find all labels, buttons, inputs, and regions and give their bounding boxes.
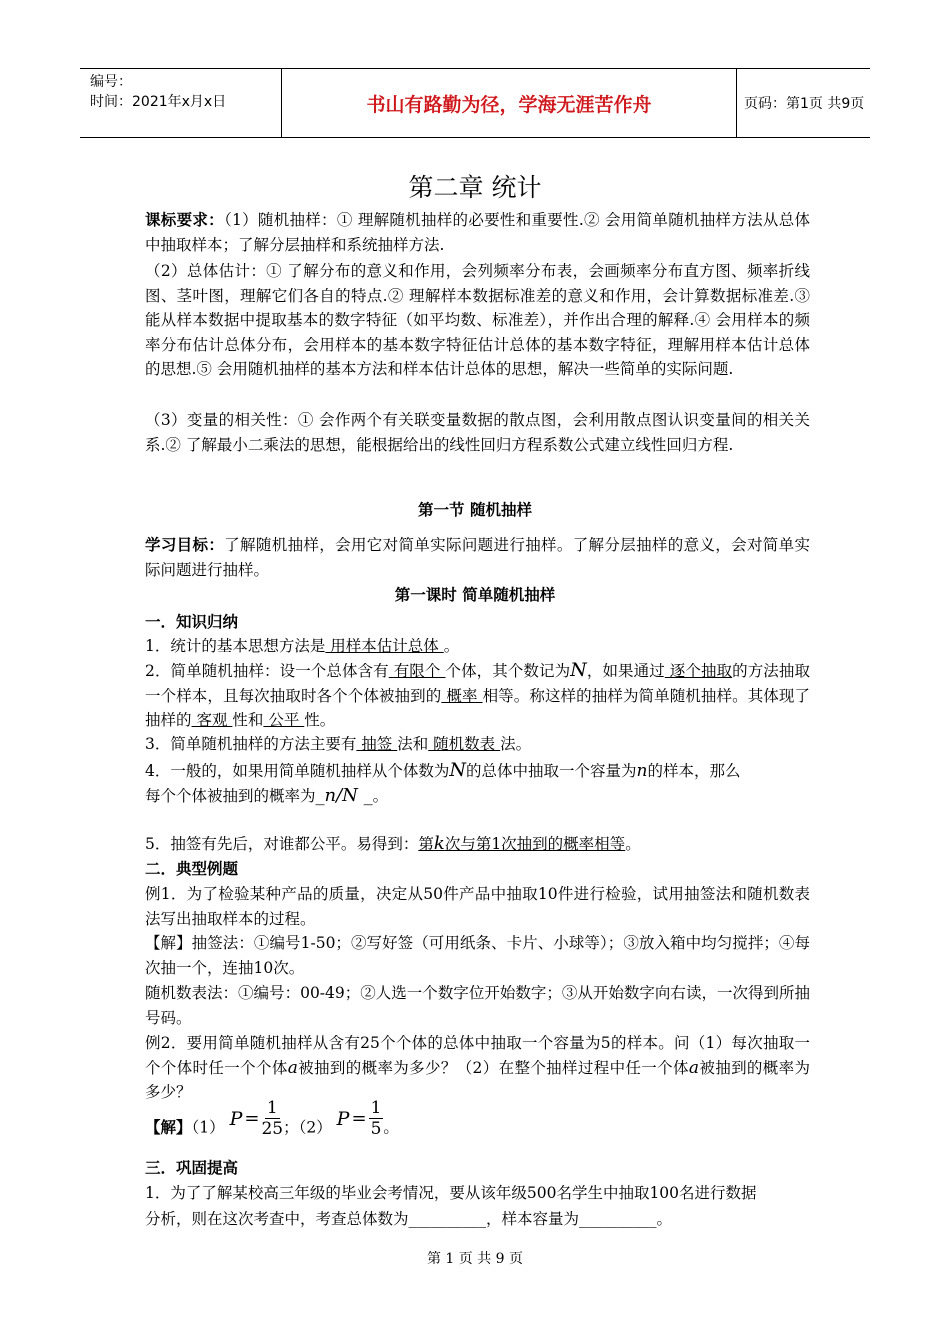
objective-label: 学习目标： (145, 536, 225, 554)
answer: 用样本估计总体 (325, 637, 444, 655)
variable-k: k (433, 833, 445, 854)
formula-answer-2: P = $\frac{1}{5}$ (336, 1098, 382, 1139)
number-label: 编号： (90, 74, 132, 90)
time-label: 时间：2021年x月x日 (90, 94, 227, 110)
solution-label: 【解】 (145, 1118, 192, 1137)
requirements-p1: 课标要求：（1）随机抽样：① 理解随机抽样的必要性和重要性.② 会用简单随机抽样方法从总体中抽取样本；了解分层抽样和系统抽样方法. (145, 211, 810, 254)
knowledge-item-2: 2．简单随机抽样：设一个总体含有 有限个 个体，其个数记为N，如果通过 逐个抽取的方法抽取一个样本，且每次抽取时各个个体被抽到的 概率 相等。称这样的抽样为简单随机抽样。其体现了抽样的 客观 性和 公平 性。 (145, 659, 810, 729)
knowledge-item-4-cont: 每个个体被抽到的概率为_n/N _。 (145, 785, 389, 806)
practice-question-1-cont: 分析，则在这次考查中，考查总体数为__________，样本容量为__________。 (145, 1210, 673, 1228)
knowledge-item-5: 5．抽签有先后，对谁都公平。易得到：第k次与第1次抽到的概率相等。 (145, 833, 641, 854)
blank-total: __________ (408, 1210, 487, 1228)
knowledge-item-3: 3．简单随机抽样的方法主要有 抽签 法和 随机数表 法。 (145, 735, 532, 753)
requirements-p2: （2）总体估计：① 了解分布的意义和作用，会列频率分布表，会画频率分布直方图、频率折线图、茎叶图，理解它们各自的特点.② 理解样本数据标准差的意义和作用，会计算数据标准差.③ 能从样本数据中提取基本的数字特征（如平均数、标准差），并作出合理的解释.④ 会用样本的频率分布估计总体分布，会用样本的基本数字特征估计总体的基本数字特征，理解用样本估计总体的思想.⑤ 会用随机抽样的基本方法和样本估计总体的思想，解决一些简单的实际问题. (145, 262, 810, 378)
knowledge-item-4: 4．一般的，如果用简单随机抽样从个体数为N的总体中抽取一个容量为n的样本，那么 (145, 759, 741, 781)
answer: 抽签 (356, 735, 398, 753)
formula-answer-1: P = $\frac{1}{25}$ (229, 1098, 284, 1139)
answer: 概率 (441, 686, 483, 705)
knowledge-item-1: 1．统计的基本思想方法是 用样本估计总体 。 (145, 637, 460, 655)
lesson-title: 第一课时 简单随机抽样 (394, 586, 556, 604)
variable-a: a (287, 1057, 298, 1078)
example-1-solution-lottery: 【解】抽签法：①编号1-50；②写好签（可用纸条、卡片、小球等）；③放入箱中均匀搅拌；④每次抽一个，连抽10次。 (145, 934, 810, 977)
example-2: 例2．要用简单随机抽样从含有25个个体的总体中抽取一个容量为5的样本。问（1）每次抽取一个个体时任一个个体a被抽到的概率为多少？（2）在整个抽样过程中任一个体a被抽到的概率为多少？ (145, 1034, 810, 1101)
chapter-title: 第二章 统计 (408, 173, 542, 202)
section-title: 第一节 随机抽样 (418, 501, 532, 519)
answer: _n/N _ (315, 785, 373, 806)
example-2-solution: 【解】（1） P = $\frac{1}{25}$ ；（2） P = $\frac{1}{5}$ 。 (145, 1098, 399, 1139)
answer: 有限个 (388, 662, 446, 680)
part3-heading: 三．巩固提高 (145, 1159, 239, 1177)
variable-a: a (688, 1057, 700, 1078)
learning-objective: 学习目标：了解随机抽样，会用它对简单实际问题进行抽样。了解分层抽样的意义，会对简单实际问题进行抽样。 (145, 536, 810, 579)
part2-heading: 二．典型例题 (145, 860, 239, 878)
part1-heading: 一．知识归纳 (145, 613, 239, 631)
answer: 第k次与第1次抽到的概率相等 (418, 833, 626, 854)
variable-N: N (449, 759, 466, 781)
header-table (80, 68, 870, 138)
variable-N: N (570, 659, 587, 681)
answer: 随机数表 (428, 735, 501, 753)
answer: 客观 (191, 711, 233, 729)
header-page-label: 页码：第1页 共9页 (744, 96, 865, 112)
answer: 公平 (263, 711, 305, 729)
variable-n: n (636, 761, 648, 781)
page-footer: 第 1 页 共 9 页 (426, 1251, 524, 1267)
header-motto: 书山有路勤为径，学海无涯苦作舟 (282, 69, 737, 137)
header-meta (80, 69, 282, 137)
blank-sample-size: __________ (579, 1210, 657, 1228)
requirements-label: 课标要求： (145, 211, 224, 229)
requirements-p3: （3）变量的相关性：① 会作两个有关联变量数据的散点图，会利用散点图认识变量间的相关关系.② 了解最小二乘法的思想，能根据给出的线性回归方程系数公式建立线性回归方程. (145, 411, 810, 454)
example-1-solution-random-table: 随机数表法：①编号：00-49；②人选一个数字位开始数字；③从开始数字向右读，一次得到所抽号码。 (145, 984, 810, 1027)
example-1: 例1．为了检验某种产品的质量，决定从50件产品中抽取10件进行检验，试用抽签法和随机数表法写出抽取样本的过程。 (145, 885, 810, 928)
practice-question-1: 1．为了了解某校高三年级的毕业会考情况，要从该年级500名学生中抽取100名进行数据 (145, 1184, 757, 1202)
answer: 逐个抽取 (664, 662, 733, 680)
